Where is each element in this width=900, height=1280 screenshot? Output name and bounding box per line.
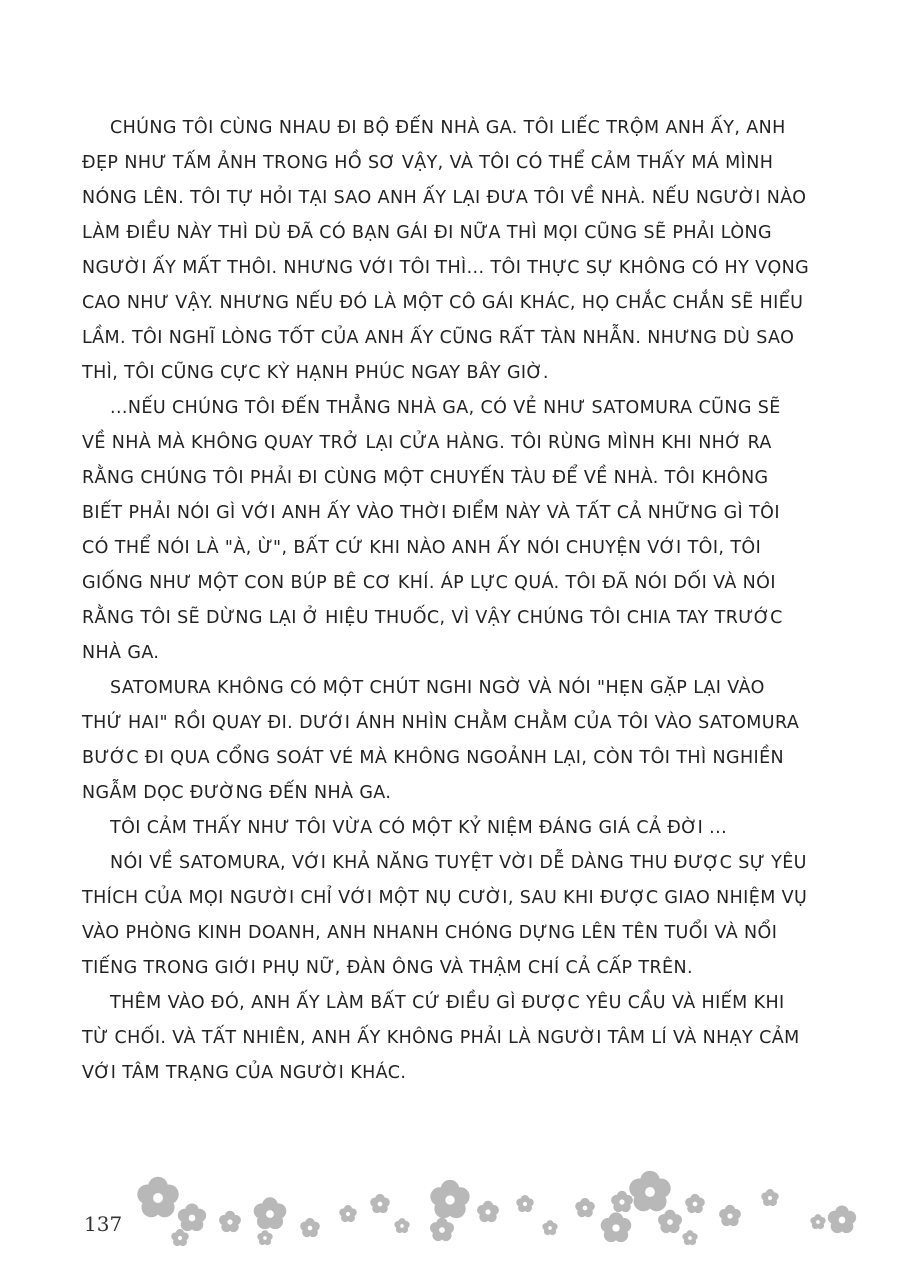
text-line: NHÀ GA. [82,643,160,663]
text-line: THÊM VÀO ĐÓ, ANH ẤY LÀM BẤT CỨ ĐIỀU GÌ ĐƯỢC YÊU CẦU VÀ HIẾM KHI [110,993,785,1013]
text-line: GIỐNG NHƯ MỘT CON BÚP BÊ CƠ KHÍ. ÁP LỰC QUÁ. TÔI ĐÃ NÓI DỐI VÀ NÓI [82,573,776,593]
text-line: TIẾNG TRONG GIỚI PHỤ NỮ, ĐÀN ÔNG VÀ THẬM CHÍ CẢ CẤP TRÊN. [82,958,693,978]
text-line: LẦM. TÔI NGHĨ LÒNG TỐT CỦA ANH ẤY CŨNG RẤT TÀN NHẪN. NHƯNG DÙ SAO [82,328,795,348]
text-line: VỀ NHÀ MÀ KHÔNG QUAY TRỞ LẠI CỬA HÀNG. TÔI RÙNG MÌNH KHI NHỚ RA [82,433,772,453]
text-line: VỚI TÂM TRẠNG CỦA NGƯỜI KHÁC. [82,1063,407,1083]
page-number: 137 [84,1212,123,1236]
text-line: CHÚNG TÔI CÙNG NHAU ĐI BỘ ĐẾN NHÀ GA. TÔI LIẾC TRỘM ANH ẤY, ANH [110,118,786,138]
text-line: THÌ, TÔI CŨNG CỰC KỲ HẠNH PHÚC NGAY BÂY GIỜ. [82,363,549,383]
text-line: ...NẾU CHÚNG TÔI ĐẾN THẲNG NHÀ GA, CÓ VẺ NHƯ SATOMURA CŨNG SẼ [110,398,781,418]
text-line: VÀO PHÒNG KINH DOANH, ANH NHANH CHÓNG DỰNG LÊN TÊN TUỔI VÀ NỔI [82,923,778,943]
text-line: NGƯỜI ẤY MẤT THÔI. NHƯNG VỚI TÔI THÌ... TÔI THỰC SỰ KHÔNG CÓ HY VỌNG [82,258,810,278]
text-line: CÓ THỂ NÓI LÀ "À, Ừ", BẤT CỨ KHI NÀO ANH ẤY NÓI CHUYỆN VỚI TÔI, TÔI [82,538,762,558]
text-line: THÍCH CỦA MỌI NGƯỜI CHỈ VỚI MỘT NỤ CƯỜI, SAU KHI ĐƯỢC GIAO NHIỆM VỤ [82,888,808,908]
text-line: TÔI CẢM THẤY NHƯ TÔI VỪA CÓ MỘT KỶ NIỆM ĐÁNG GIÁ CẢ ĐỜI ... [110,818,728,838]
text-line: NÓNG LÊN. TÔI TỰ HỎI TẠI SAO ANH ẤY LẠI ĐƯA TÔI VỀ NHÀ. NẾU NGƯỜI NÀO [82,188,807,208]
text-line: LÀM ĐIỀU NÀY THÌ DÙ ĐÃ CÓ BẠN GÁI ĐI NỮA THÌ MỌI CŨNG SẼ PHẢI LÒNG [82,223,772,243]
text-line: THỨ HAI" RỒI QUAY ĐI. DƯỚI ÁNH NHÌN CHẰM CHẰM CỦA TÔI VÀO SATOMURA [82,713,800,733]
text-line: NGẪM DỌC ĐƯỜNG ĐẾN NHÀ GA. [82,783,392,803]
text-line: CAO NHƯ VẬY. NHƯNG NẾU ĐÓ LÀ MỘT CÔ GÁI KHÁC, HỌ CHẮC CHẮN SẼ HIỂU [82,293,804,313]
text-line: RẰNG CHÚNG TÔI PHẢI ĐI CÙNG MỘT CHUYẾN TÀU ĐỂ VỀ NHÀ. TÔI KHÔNG [82,468,769,488]
text-line: BIẾT PHẢI NÓI GÌ VỚI ANH ẤY VÀO THỜI ĐIỂM NÀY VÀ TẤT CẢ NHỮNG GÌ TÔI [82,503,780,523]
flower-icon [137,1171,856,1246]
text-line: BƯỚC ĐI QUA CỔNG SOÁT VÉ MÀ KHÔNG NGOẢNH LẠI, CÒN TÔI THÌ NGHIỀN [82,748,785,768]
text-line: ĐẸP NHƯ TẤM ẢNH TRONG HỒ SƠ VẬY, VÀ TÔI CÓ THỂ CẢM THẤY MÁ MÌNH [82,153,774,173]
text-line: RẰNG TÔI SẼ DỪNG LẠI Ở HIỆU THUỐC, VÌ VẬY CHÚNG TÔI CHIA TAY TRƯỚC [82,608,783,628]
flower-border [130,1170,870,1260]
text-line: NÓI VỀ SATOMURA, VỚI KHẢ NĂNG TUYỆT VỜI DỄ DÀNG THU ĐƯỢC SỰ YÊU [110,853,807,873]
text-line: SATOMURA KHÔNG CÓ MỘT CHÚT NGHI NGỜ VÀ NÓI "HẸN GẶP LẠI VÀO [110,678,765,698]
text-line: TỪ CHỐI. VÀ TẤT NHIÊN, ANH ẤY KHÔNG PHẢI LÀ NGƯỜI TÂM LÍ VÀ NHẠY CẢM [82,1028,800,1048]
